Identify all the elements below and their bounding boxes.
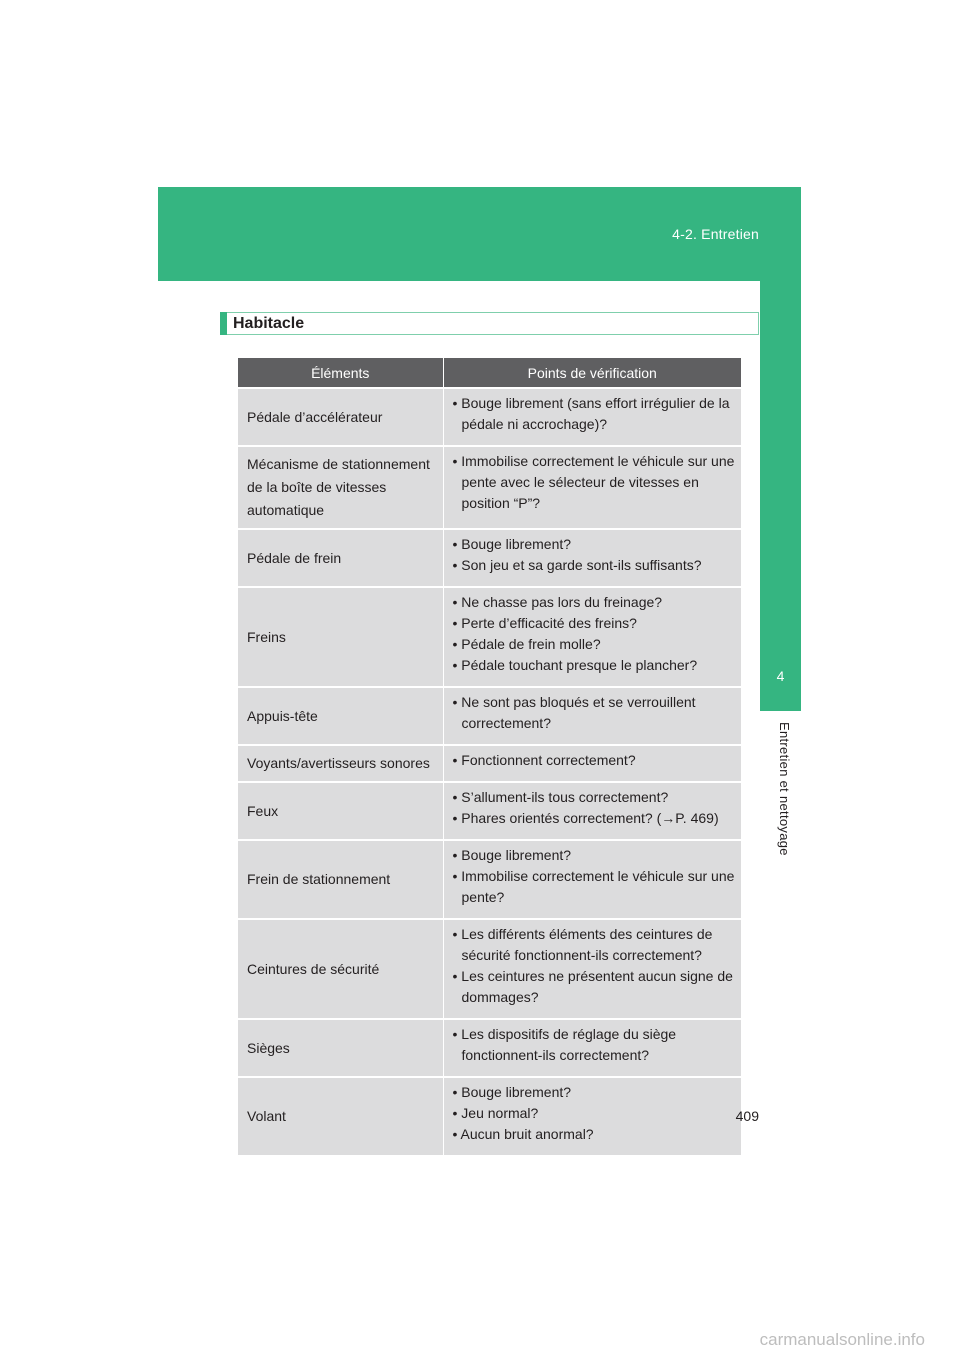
row-check-points <box>443 840 741 919</box>
header-band <box>158 187 801 281</box>
check-point: • Phares orientés correctement? (→P. 469) <box>452 810 719 826</box>
row-check-points <box>443 919 741 1019</box>
check-point: • Ne sont pas bloqués et se verrouillent correctement? <box>452 694 696 731</box>
column-header-points: Points de vérification <box>443 358 741 388</box>
row-check-points <box>443 388 741 446</box>
section-title: Habitacle <box>233 315 305 332</box>
column-header-elements: Éléments <box>238 358 443 388</box>
row-check-points <box>443 745 741 782</box>
table-row <box>238 782 741 840</box>
row-item: Feux <box>238 782 443 840</box>
check-point: • Les différents éléments des ceintures de sécurité fonctionnent-ils correctement? <box>452 926 713 963</box>
page-number: 409 <box>735 1108 759 1124</box>
table-row <box>238 388 741 446</box>
row-item: Sièges <box>238 1019 443 1077</box>
chapter-number: 4 <box>776 668 785 684</box>
check-point: • Fonctionnent correctement? <box>452 752 636 768</box>
row-check-points <box>443 529 741 587</box>
table-row <box>238 745 741 782</box>
check-point: • Bouge librement? <box>452 847 572 863</box>
heading-accent-bar <box>220 312 227 335</box>
table-row <box>238 840 741 919</box>
row-check-points <box>443 446 741 529</box>
row-item: Freins <box>238 587 443 687</box>
check-point: • Bouge librement? <box>452 1084 572 1100</box>
table-row <box>238 446 741 529</box>
table-row <box>238 919 741 1019</box>
row-item: Pédale d’accélérateur <box>238 388 443 446</box>
check-point: • Bouge librement? <box>452 536 572 552</box>
row-check-points <box>443 782 741 840</box>
check-point: • Jeu normal? <box>452 1105 539 1121</box>
table-header-row <box>238 358 741 388</box>
chapter-title: Entretien et nettoyage <box>777 722 792 856</box>
check-point: • S’allument-ils tous correctement? <box>452 789 669 805</box>
check-point: • Ne chasse pas lors du freinage? <box>452 594 663 610</box>
row-item: Frein de stationnement <box>238 840 443 919</box>
row-item: Pédale de frein <box>238 529 443 587</box>
check-point: • Les dispositifs de réglage du siège fonctionnent-ils correctement? <box>452 1026 677 1063</box>
section-heading <box>220 312 759 335</box>
check-point: • Les ceintures ne présentent aucun signe de dommages? <box>452 968 733 1005</box>
row-item: Voyants/avertisseurs sonores <box>238 745 443 782</box>
check-point: • Pédale de frein molle? <box>452 636 601 652</box>
row-item: Mécanisme de stationnement de la boîte de vitesses automatique <box>238 446 443 529</box>
row-item: Ceintures de sécurité <box>238 919 443 1019</box>
chapter-tab <box>760 281 801 711</box>
table-row <box>238 687 741 745</box>
table-body <box>238 388 741 1155</box>
row-item: Volant <box>238 1077 443 1155</box>
table-row <box>238 587 741 687</box>
table-row <box>238 1019 741 1077</box>
row-check-points <box>443 687 741 745</box>
check-point: • Son jeu et sa garde sont-ils suffisants? <box>452 557 702 573</box>
watermark: carmanualsonline.info <box>759 1330 925 1349</box>
section-label: 4-2. Entretien <box>672 226 759 242</box>
table-row <box>238 1077 741 1155</box>
check-point: • Immobilise correctement le véhicule sur une pente? <box>452 868 735 905</box>
row-check-points <box>443 1019 741 1077</box>
check-point: • Immobilise correctement le véhicule sur une pente avec le sélecteur de vitesses en position “P”? <box>452 453 735 511</box>
table-row <box>238 529 741 587</box>
check-point: • Pédale touchant presque le plancher? <box>452 657 698 673</box>
row-item: Appuis-tête <box>238 687 443 745</box>
check-point: • Perte d’efficacité des freins? <box>452 615 637 631</box>
inspection-table <box>238 358 741 1155</box>
check-point: • Aucun bruit anormal? <box>452 1126 594 1142</box>
row-check-points <box>443 1077 741 1155</box>
check-point: • Bouge librement (sans effort irrégulier de la pédale ni accrochage)? <box>452 395 730 432</box>
row-check-points <box>443 587 741 687</box>
